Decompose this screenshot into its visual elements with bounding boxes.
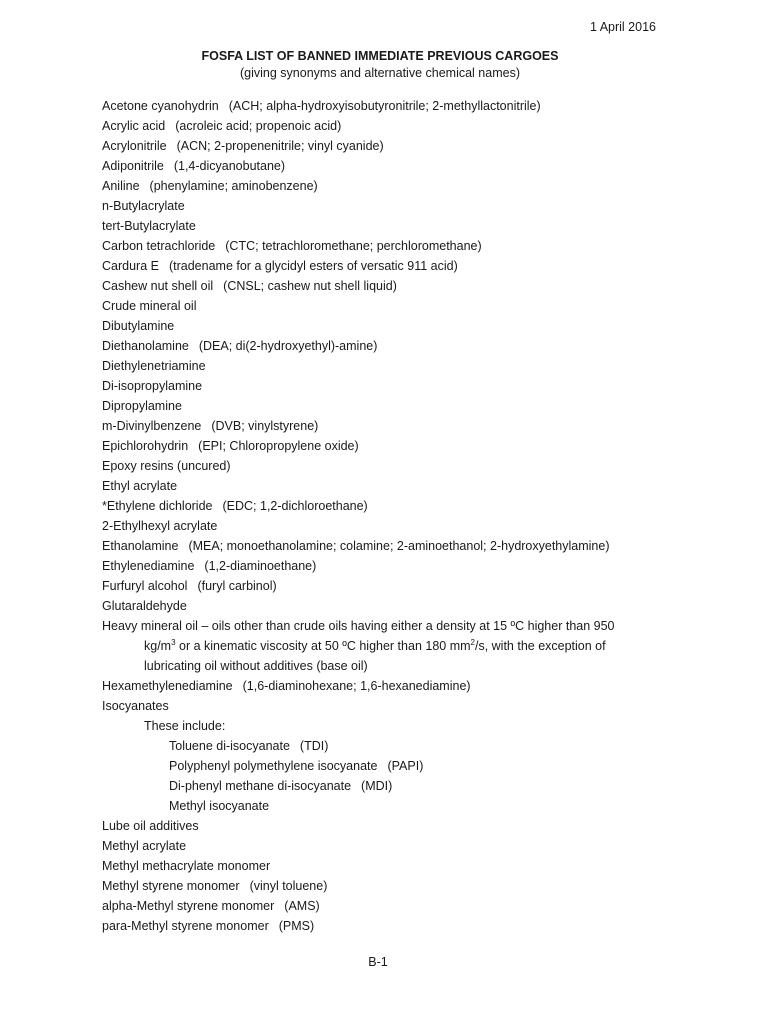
list-item	[102, 836, 662, 856]
list-item	[102, 276, 662, 296]
cargo-name: Acrylic acid	[102, 119, 166, 133]
exception-text: /s, with the exception of	[474, 639, 606, 653]
page-number: B-1	[368, 955, 388, 969]
list-item	[102, 156, 662, 176]
cargo-name: Epoxy resins (uncured)	[102, 459, 231, 473]
heavy-oil-line-1: Heavy mineral oil – oils other than crude oils having either a density at 15 ºC higher than 950	[102, 619, 615, 633]
cargo-name: Ethanolamine	[102, 539, 179, 553]
list-item	[102, 336, 662, 356]
superscript: 2	[470, 638, 475, 647]
list-item	[102, 796, 662, 816]
cargo-name: Adiponitrile	[102, 159, 164, 173]
list-item	[102, 296, 662, 316]
cargo-name: Methyl methacrylate monomer	[102, 859, 271, 873]
cargo-synonyms: (MEA; monoethanolamine; colamine; 2-aminoethanol; 2-hydroxyethylamine)	[188, 539, 610, 553]
list-item	[102, 436, 662, 456]
cargo-name: *Ethylene dichloride	[102, 499, 213, 513]
cargo-name: para-Methyl styrene monomer	[102, 919, 269, 933]
cargo-name: Carbon tetrachloride	[102, 239, 216, 253]
list-item	[102, 676, 662, 696]
cargo-name: Glutaraldehyde	[102, 599, 187, 613]
cargo-name: Dipropylamine	[102, 399, 182, 413]
cargo-name: Crude mineral oil	[102, 299, 197, 313]
cargo-synonyms: (CNSL; cashew nut shell liquid)	[223, 279, 397, 293]
list-item	[102, 476, 662, 496]
cargo-name: Furfuryl alcohol	[102, 579, 188, 593]
cargo-name: Diethanolamine	[102, 339, 189, 353]
cargo-synonyms: (ACN; 2-propenenitrile; vinyl cyanide)	[176, 139, 384, 153]
document-title: FOSFA LIST OF BANNED IMMEDIATE PREVIOUS CARGOES	[201, 49, 559, 63]
cargo-synonyms: (MDI)	[361, 779, 393, 793]
cargo-name: alpha-Methyl styrene monomer	[102, 899, 275, 913]
cargo-synonyms: (ACH; alpha-hydroxyisobutyronitrile; 2-methyllactonitrile)	[228, 99, 541, 113]
list-item	[102, 396, 662, 416]
list-item	[102, 696, 662, 716]
cargo-synonyms: (acroleic acid; propenoic acid)	[175, 119, 342, 133]
list-item	[102, 596, 662, 616]
isocyanates-intro: These include:	[144, 719, 226, 733]
cargo-name: Lube oil additives	[102, 819, 199, 833]
cargo-name: Acetone cyanohydrin	[102, 99, 219, 113]
document-subtitle: (giving synonyms and alternative chemical names)	[240, 66, 520, 80]
document-date: 1 April 2016	[589, 20, 656, 34]
list-item	[102, 536, 662, 556]
list-item	[102, 876, 662, 896]
heavy-oil-line-3: lubricating oil without additives (base oil)	[144, 659, 368, 673]
list-item	[102, 556, 662, 576]
list-item	[102, 496, 662, 516]
list-item	[102, 216, 662, 236]
cargo-name: Methyl acrylate	[102, 839, 187, 853]
cargo-synonyms: (EDC; 1,2-dichloroethane)	[222, 499, 368, 513]
cargo-name: Acrylonitrile	[102, 139, 167, 153]
cargo-name: Polyphenyl polymethylene isocyanate	[169, 759, 378, 773]
cargo-synonyms: (1,2-diaminoethane)	[204, 559, 317, 573]
cargo-synonyms: (DVB; vinylstyrene)	[211, 419, 319, 433]
cargo-name: Di-isopropylamine	[102, 379, 203, 393]
cargo-synonyms: (AMS)	[284, 899, 320, 913]
cargo-synonyms: (phenylamine; aminobenzene)	[149, 179, 318, 193]
cargo-name: Ethyl acrylate	[102, 479, 178, 493]
cargo-name: Cardura E	[102, 259, 159, 273]
superscript: 3	[171, 638, 176, 647]
cargo-synonyms: (DEA; di(2-hydroxyethyl)-amine)	[198, 339, 378, 353]
list-item	[102, 196, 662, 216]
list-item	[102, 416, 662, 436]
cargo-name: Methyl isocyanate	[169, 799, 270, 813]
cargo-name: Isocyanates	[102, 699, 169, 713]
cargo-name: Aniline	[102, 179, 140, 193]
cargo-synonyms: (1,4-dicyanobutane)	[173, 159, 286, 173]
list-item	[102, 776, 662, 796]
cargo-name: tert-Butylacrylate	[102, 219, 196, 233]
cargo-name: Toluene di-isocyanate	[169, 739, 290, 753]
banned-cargo-list	[102, 96, 662, 936]
cargo-name: Epichlorohydrin	[102, 439, 189, 453]
cargo-synonyms: (EPI; Chloropropylene oxide)	[198, 439, 359, 453]
list-item	[102, 256, 662, 276]
list-item	[102, 896, 662, 916]
unit-text: kg/m	[144, 639, 172, 653]
cargo-name: 2-Ethylhexyl acrylate	[102, 519, 218, 533]
list-item	[102, 576, 662, 596]
list-item	[102, 116, 662, 136]
list-item	[102, 756, 662, 776]
cargo-name: Methyl styrene monomer	[102, 879, 240, 893]
cargo-name: Hexamethylenediamine	[102, 679, 233, 693]
list-item	[102, 136, 662, 156]
list-item	[102, 516, 662, 536]
cargo-synonyms: (vinyl toluene)	[249, 879, 328, 893]
list-item	[102, 96, 662, 116]
list-item	[102, 356, 662, 376]
cargo-synonyms: (tradename for a glycidyl esters of versatic 911 acid)	[168, 259, 458, 273]
cargo-name: Ethylenediamine	[102, 559, 195, 573]
cargo-synonyms: (TDI)	[299, 739, 329, 753]
list-item	[102, 316, 662, 336]
list-item	[102, 856, 662, 876]
cargo-name: Diethylenetriamine	[102, 359, 206, 373]
list-item	[102, 176, 662, 196]
cargo-name: m-Divinylbenzene	[102, 419, 202, 433]
cargo-synonyms: (1,6-diaminohexane; 1,6-hexanediamine)	[242, 679, 471, 693]
cargo-name: n-Butylacrylate	[102, 199, 185, 213]
cargo-synonyms: (PAPI)	[387, 759, 424, 773]
list-item	[102, 816, 662, 836]
cargo-synonyms: (PMS)	[278, 919, 315, 933]
list-item	[102, 456, 662, 476]
cargo-name: Di-phenyl methane di-isocyanate	[169, 779, 352, 793]
list-item	[102, 736, 662, 756]
list-item	[102, 916, 662, 936]
viscosity-text: or a kinematic viscosity at 50 ºC higher than 180 mm	[175, 639, 471, 653]
cargo-name: Dibutylamine	[102, 319, 175, 333]
list-item	[102, 376, 662, 396]
list-item	[102, 236, 662, 256]
heavy-oil-line-2	[102, 636, 662, 656]
cargo-synonyms: (CTC; tetrachloromethane; perchloromethane)	[225, 239, 482, 253]
cargo-name: Cashew nut shell oil	[102, 279, 214, 293]
cargo-synonyms: (furyl carbinol)	[197, 579, 277, 593]
